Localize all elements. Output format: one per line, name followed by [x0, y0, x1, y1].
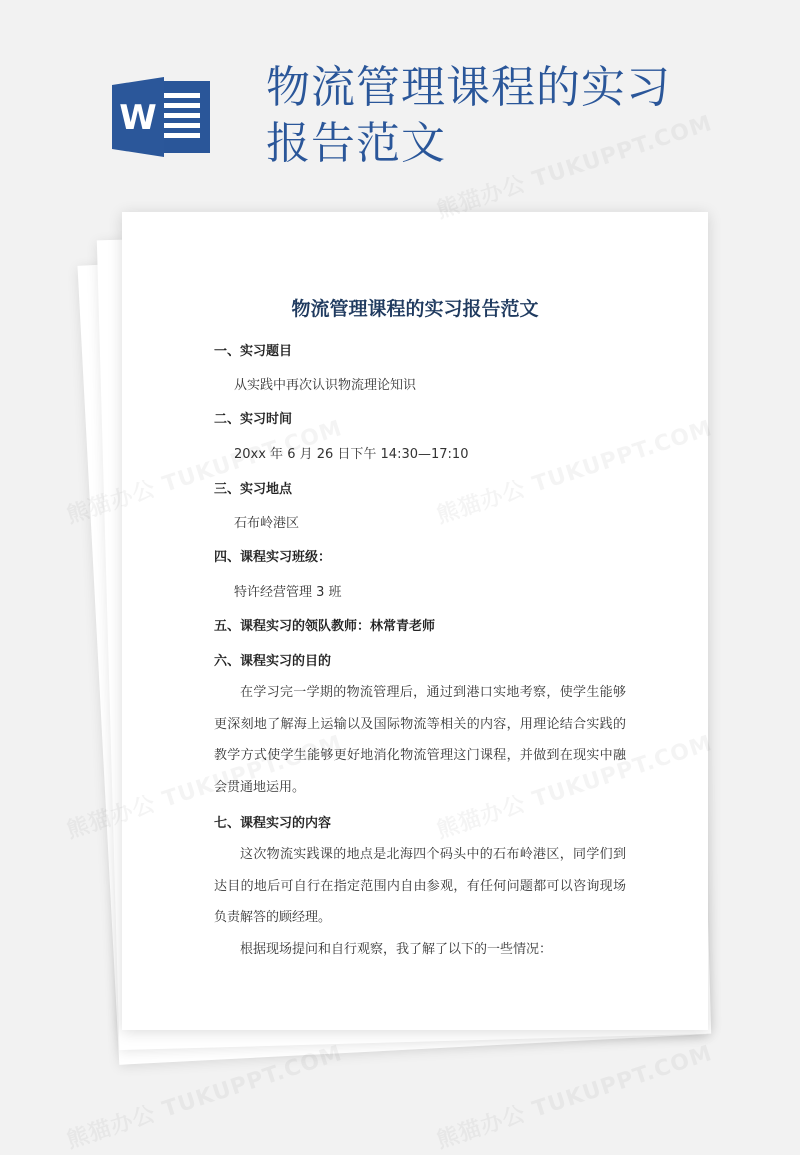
- internship-class: 特许经营管理 3 班: [234, 585, 342, 600]
- heading-internship-purpose: 六、课程实习的目的: [214, 654, 332, 669]
- paragraph-purpose: 在学习完一学期的物流管理后，通过到港口实地考察，使学生能够更深刻地了解海上运输以及国际物流等相关的内容，用理论结合实践的教学方式使学生能够更好地消化物流管理这门课程，并做到在现实中融会贯通地运用。: [214, 685, 626, 795]
- word-document-icon: [112, 77, 214, 157]
- heading-internship-time: 二、实习时间: [214, 412, 293, 427]
- paragraph-observations: 根据现场提问和自行观察，我了解了以下的一些情况：: [240, 942, 553, 957]
- heading-internship-content: 七、课程实习的内容: [214, 816, 332, 831]
- document-title: 物流管理课程的实习报告范文: [291, 298, 539, 320]
- heading-internship-location: 三、实习地点: [214, 482, 293, 497]
- internship-location: 石布岭港区: [234, 516, 300, 531]
- paragraph-content: 这次物流实践课的地点是北海四个码头中的石布岭港区，同学们到达目的地后可自行在指定范围内自由参观，有任何问题都可以咨询现场负责解答的顾经理。: [214, 847, 626, 926]
- heading-internship-class: 四、课程实习班级：: [214, 550, 332, 565]
- document-page: [122, 212, 708, 1030]
- internship-topic: 从实践中再次认识物流理论知识: [234, 378, 417, 393]
- page-title: 物流管理课程的实习报告范文: [266, 62, 671, 169]
- svg-text:W: W: [119, 98, 157, 138]
- heading-internship-topic: 一、实习题目: [214, 344, 293, 359]
- watermark: [432, 1036, 716, 1155]
- heading-lead-teacher: 五、课程实习的领队教师：林常青老师: [214, 619, 436, 634]
- internship-time: 20xx 年 6 月 26 日下午 14:30—17:10: [234, 447, 469, 462]
